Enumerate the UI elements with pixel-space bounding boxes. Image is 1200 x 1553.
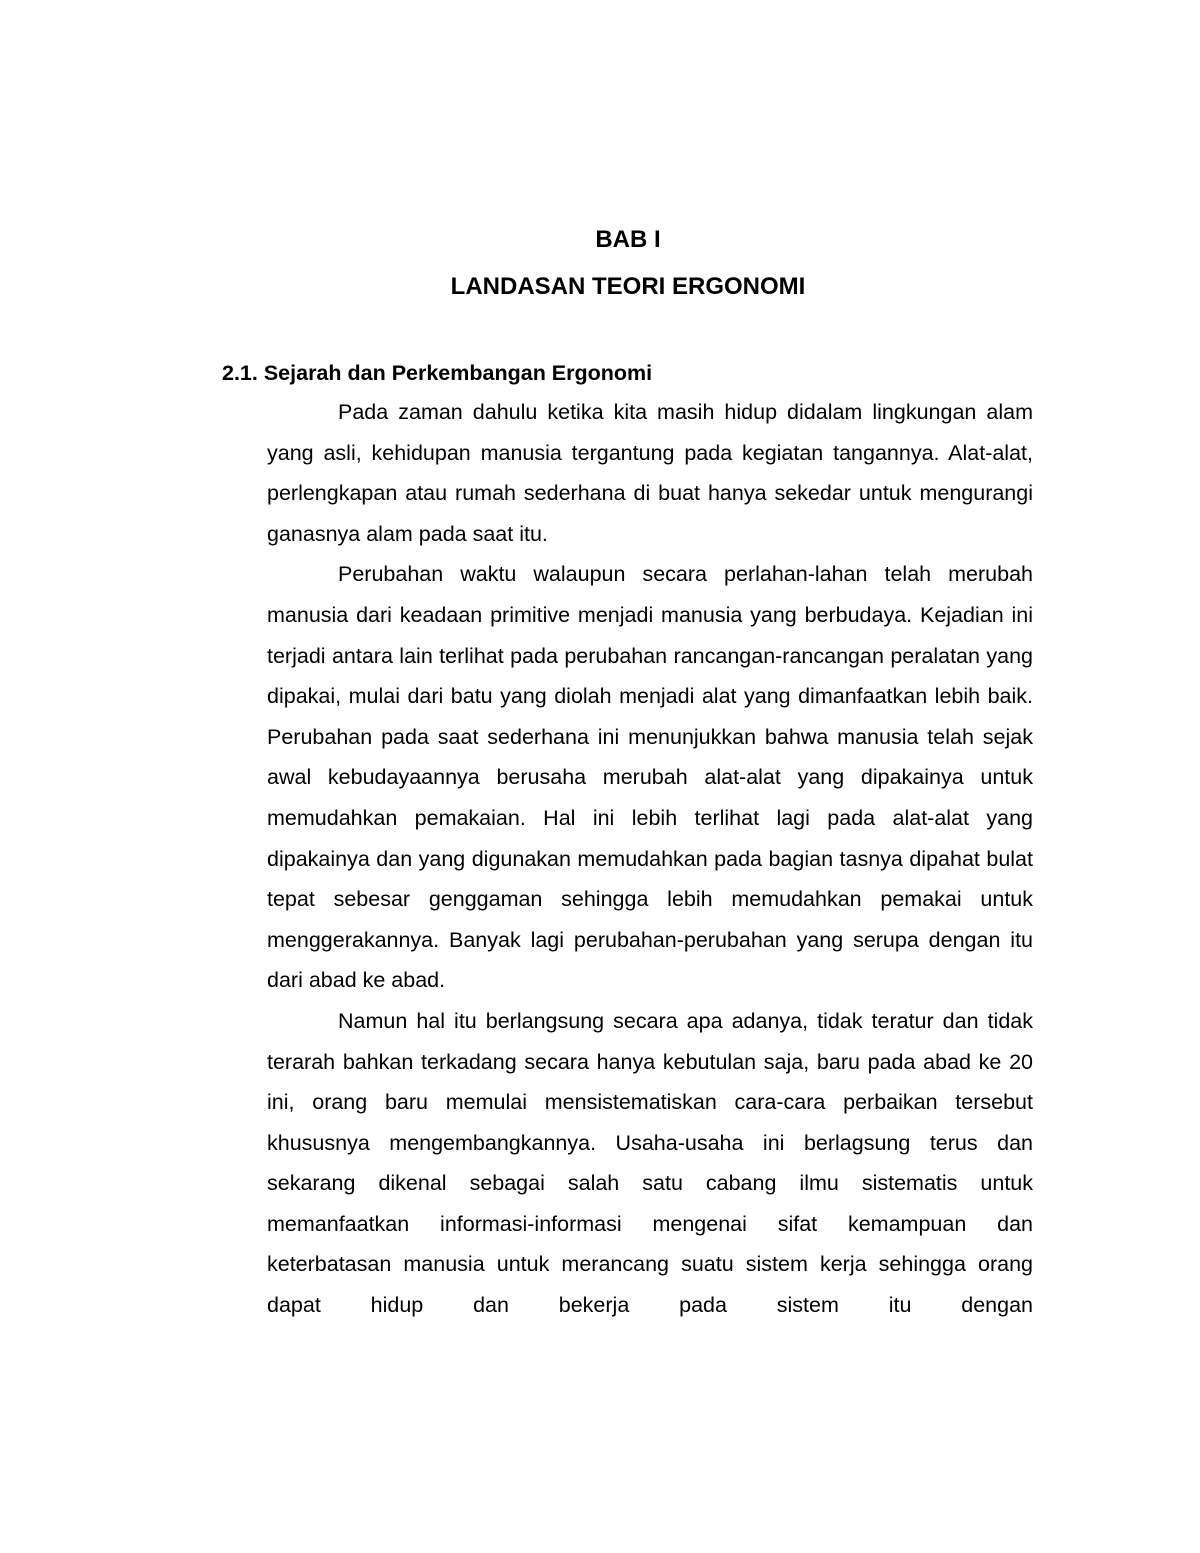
paragraph: Perubahan waktu walaupun secara perlahan-lahan telah merubah manusia dari keadaan primitive menjadi manusia yang berbudaya. Kejadian ini terjadi antara lain terlihat pada perubahan rancangan-rancangan peralatan yang dipakai, mulai dari batu yang diolah menjadi alat yang dimanfaatkan lebih baik. Perubahan pada saat sederhana ini menunjukkan bahwa manusia telah sejak awal kebudayaannya berusaha merubah alat-alat yang dipakainya untuk memudahkan pemakaian. Hal ini lebih terlihat lagi pada alat-alat yang dipakainya dan yang digunakan memudahkan pada bagian tasnya dipahat bulat tepat sebesar genggaman sehingga lebih memudahkan pemakai untuk menggerakannya. Banyak lagi perubahan-perubahan yang serupa dengan itu dari abad ke abad. (267, 562, 1033, 993)
body-text (267, 392, 1033, 1326)
paragraph: Pada zaman dahulu ketika kita masih hidup didalam lingkungan alam yang asli, kehidupan manusia tergantung pada kegiatan tangannya. Alat-alat, perlengkapan atau rumah sederhana di buat hanya sekedar untuk mengurangi ganasnya alam pada saat itu. (267, 400, 1033, 546)
chapter-label: BAB I (595, 226, 661, 253)
paragraph: Namun hal itu berlangsung secara apa adanya, tidak teratur dan tidak terarah bahkan terkadang secara hanya kebutulan saja, baru pada abad ke 20 ini, orang baru memulai mensistematiskan cara-cara perbaikan tersebut khususnya mengembangkannya. Usaha-usaha ini berlagsung terus dan sekarang dikenal sebagai salah satu cabang ilmu sistematis untuk memanfaatkan informasi-informasi mengenai sifat kemampuan dan keterbatasan manusia untuk merancang suatu sistem kerja sehingga orang dapat hidup dan bekerja pada sistem itu dengan (267, 1008, 1033, 1318)
chapter-title: LANDASAN TEORI ERGONOMI (450, 273, 806, 300)
section-heading: 2.1. Sejarah dan Perkembangan Ergonomi (222, 361, 653, 385)
